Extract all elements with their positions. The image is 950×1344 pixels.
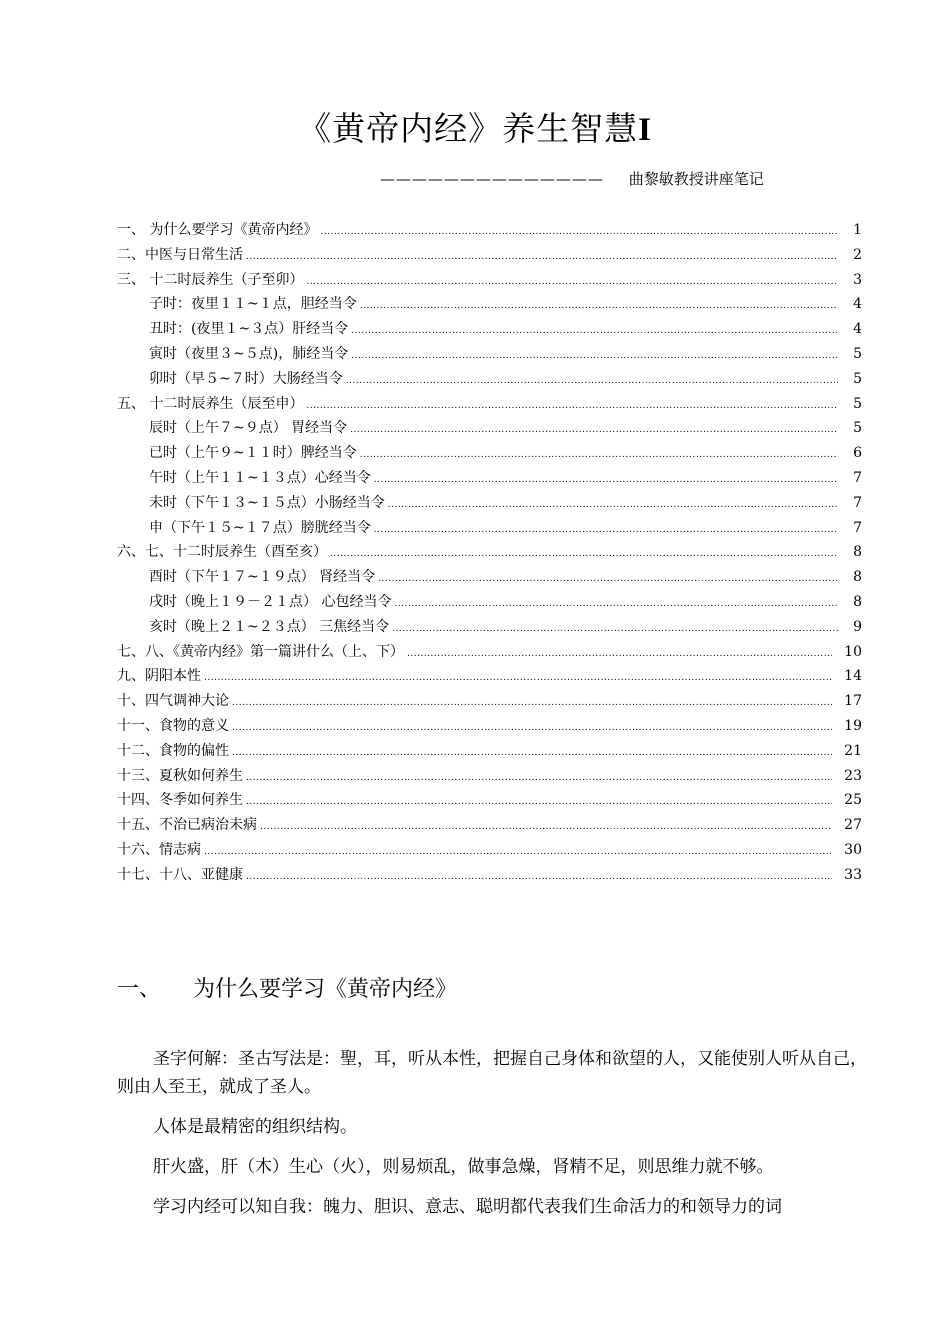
- toc-entry-label: 十二、食物的偏性: [117, 742, 229, 759]
- toc-entry[interactable]: [117, 466, 862, 491]
- toc-entry-label: 酉时（下午１７~１９点） 肾经当令: [149, 569, 376, 586]
- toc-entry-page: 3: [853, 271, 862, 288]
- toc-leader-dots: [350, 416, 838, 441]
- toc-entry[interactable]: [117, 491, 862, 516]
- toc-entry-page: 2: [853, 246, 862, 263]
- section-title: 为什么要学习《黄帝内经》: [193, 977, 458, 1002]
- paragraph: 学习内经可以知自我：魄力、胆识、意志、聪明都代表我们生命活力的和领导力的词: [153, 1197, 782, 1217]
- toc-leader-dots: [374, 466, 838, 491]
- toc-entry-label: 丑时：(夜里１~３点）肝经当令: [149, 321, 349, 338]
- toc-entry[interactable]: [117, 516, 862, 541]
- toc-entry-label: 未时（下午１３~１５点）小肠经当令: [149, 494, 385, 511]
- toc-entry-label: 戌时（晚上１９－２１点） 心包经当令: [149, 593, 392, 610]
- toc-entry-page: 8: [853, 569, 862, 586]
- toc-entry-page: 7: [853, 519, 862, 536]
- toc-leader-dots: [260, 813, 832, 838]
- toc-leader-dots: [394, 590, 838, 615]
- toc-entry-page: 33: [844, 866, 862, 883]
- toc-entry-label: 七、八、《黄帝内经》第一篇讲什么（上、下）: [117, 643, 404, 660]
- byline: [380, 168, 764, 189]
- toc-entry-label: 三、 十二时辰养生（子至卯）: [117, 271, 304, 288]
- toc-entry-page: 10: [844, 643, 862, 660]
- toc-entry-label: 十六、情志病: [117, 841, 201, 858]
- toc-leader-dots: [346, 367, 838, 392]
- toc-entry[interactable]: [117, 615, 862, 640]
- toc-leader-dots: [378, 565, 838, 590]
- toc-entry-page: 17: [844, 693, 862, 710]
- toc-leader-dots: [374, 516, 838, 541]
- toc-entry[interactable]: [117, 367, 862, 392]
- byline-dashes: ——————————————: [380, 170, 604, 188]
- toc-entry-page: 19: [844, 717, 862, 734]
- toc-entry-page: 1: [853, 222, 862, 238]
- toc-leader-dots: [351, 317, 838, 342]
- title-main: 《黄帝内经》养生智慧: [298, 109, 639, 148]
- toc-entry-label: 卯时（早５~７时）大肠经当令: [149, 370, 343, 387]
- toc-leader-dots: [407, 640, 832, 665]
- toc-leader-dots: [232, 714, 832, 739]
- toc-entry-page: 7: [853, 469, 862, 486]
- toc-entry[interactable]: [117, 689, 862, 714]
- toc-entry-page: 27: [844, 817, 862, 834]
- toc-entry-page: 5: [853, 420, 862, 437]
- toc-leader-dots: [204, 664, 832, 689]
- section-heading: [117, 972, 457, 1003]
- toc-entry-page: 4: [853, 321, 862, 338]
- toc-entry-label: 寅时（夜里３~５点)，肺经当令: [149, 345, 349, 362]
- toc-leader-dots: [204, 838, 832, 863]
- toc-entry-page: 23: [844, 767, 862, 784]
- toc-leader-dots: [246, 863, 832, 888]
- toc-entry-label: 十一、食物的意义: [117, 717, 229, 734]
- toc-entry-label: 子时：夜里１１~１点，胆经当令: [149, 296, 357, 313]
- paragraph: 人体是最精密的组织结构。: [153, 1117, 357, 1137]
- toc-leader-dots: [320, 218, 838, 243]
- section-body: [117, 1045, 869, 1233]
- toc-entry[interactable]: [117, 838, 862, 863]
- toc-entry[interactable]: [117, 813, 862, 838]
- toc-entry[interactable]: [117, 392, 862, 417]
- toc-entry-page: 6: [853, 445, 862, 462]
- toc-leader-dots: [351, 342, 838, 367]
- toc-entry-label: 十四、冬季如何养生: [117, 792, 243, 809]
- paragraph: 圣字何解：圣古写法是：聖，耳，听从本性，把握自己身体和欲望的人，又能使别人听从自己，则由人至王，就成了圣人。: [117, 1049, 867, 1097]
- toc-entry[interactable]: [117, 863, 862, 888]
- toc-entry[interactable]: [117, 441, 862, 466]
- toc-entry-page: 4: [853, 296, 862, 313]
- toc-entry[interactable]: [117, 416, 862, 441]
- toc-entry-page: 5: [853, 370, 862, 387]
- paragraph: 肝火盛，肝（木）生心（火），则易烦乱，做事急燥，肾精不足，则思维力就不够。: [153, 1157, 774, 1177]
- toc-entry-label: 六、七、十二时辰养生（酉至亥）: [117, 544, 327, 561]
- toc-entry-label: 十、四气调神大论: [117, 693, 229, 710]
- toc-entry[interactable]: [117, 764, 862, 789]
- toc-leader-dots: [330, 540, 838, 565]
- toc-entry-label: 午时（上午１１~１３点）心经当令: [149, 469, 371, 486]
- toc-entry[interactable]: [117, 640, 862, 665]
- toc-entry[interactable]: [117, 243, 862, 268]
- toc-entry[interactable]: [117, 714, 862, 739]
- toc-leader-dots: [360, 292, 838, 317]
- toc-leader-dots: [392, 615, 838, 640]
- toc-entry-page: 8: [853, 544, 862, 561]
- toc-entry[interactable]: [117, 317, 862, 342]
- toc-leader-dots: [306, 392, 838, 417]
- toc-entry-label: 十七、十八、亚健康: [117, 866, 243, 883]
- toc-entry[interactable]: [117, 565, 862, 590]
- toc-leader-dots: [232, 689, 832, 714]
- toc-entry-page: 25: [844, 792, 862, 809]
- toc-entry-label: 辰时（上午７~９点） 胃经当令: [149, 420, 348, 437]
- toc-entry[interactable]: [117, 590, 862, 615]
- toc-entry-page: 5: [853, 395, 862, 412]
- toc-entry-label: 申（下午１５~１７点）膀胱经当令: [149, 519, 371, 536]
- title-suffix: I: [638, 112, 652, 148]
- toc-entry[interactable]: [117, 788, 862, 813]
- toc-entry-label: 亥时（晚上２１~２３点） 三焦经当令: [149, 618, 390, 635]
- toc-entry[interactable]: [117, 739, 862, 764]
- toc-entry[interactable]: [117, 342, 862, 367]
- toc-entry-page: 14: [844, 668, 862, 685]
- toc-leader-dots: [246, 243, 838, 268]
- section-number: 一、: [117, 977, 162, 1002]
- toc-entry-label: 五、 十二时辰养生（辰至申）: [117, 395, 304, 412]
- toc-leader-dots: [360, 441, 838, 466]
- toc-entry-page: 5: [853, 345, 862, 362]
- toc-leader-dots: [388, 491, 838, 516]
- toc-entry-label: 一、 为什么要学习《黄帝内经》: [117, 222, 318, 238]
- toc-entry[interactable]: [117, 292, 862, 317]
- toc-leader-dots: [232, 739, 832, 764]
- toc-entry-label: 十五、不治已病治未病: [117, 817, 257, 834]
- toc-leader-dots: [306, 268, 838, 293]
- toc-leader-dots: [246, 764, 832, 789]
- toc-entry-page: 9: [853, 618, 862, 635]
- document-title: [0, 103, 950, 150]
- toc-entry[interactable]: [117, 218, 862, 243]
- toc-entry-page: 21: [844, 742, 862, 759]
- toc-entry-page: 30: [844, 841, 862, 858]
- toc-entry-page: 7: [853, 494, 862, 511]
- toc-entry[interactable]: [117, 268, 862, 293]
- table-of-contents: [117, 218, 862, 888]
- toc-leader-dots: [246, 788, 832, 813]
- toc-entry-page: 8: [853, 593, 862, 610]
- byline-author: 曲黎敏教授讲座笔记: [628, 170, 764, 188]
- toc-entry-label: 已时（上午９~１１时）脾经当令: [149, 445, 357, 462]
- toc-entry-label: 九、阴阳本性: [117, 668, 201, 685]
- toc-entry[interactable]: [117, 540, 862, 565]
- toc-entry-label: 十三、夏秋如何养生: [117, 767, 243, 784]
- toc-entry-label: 二、中医与日常生活: [117, 246, 243, 263]
- toc-entry[interactable]: [117, 664, 862, 689]
